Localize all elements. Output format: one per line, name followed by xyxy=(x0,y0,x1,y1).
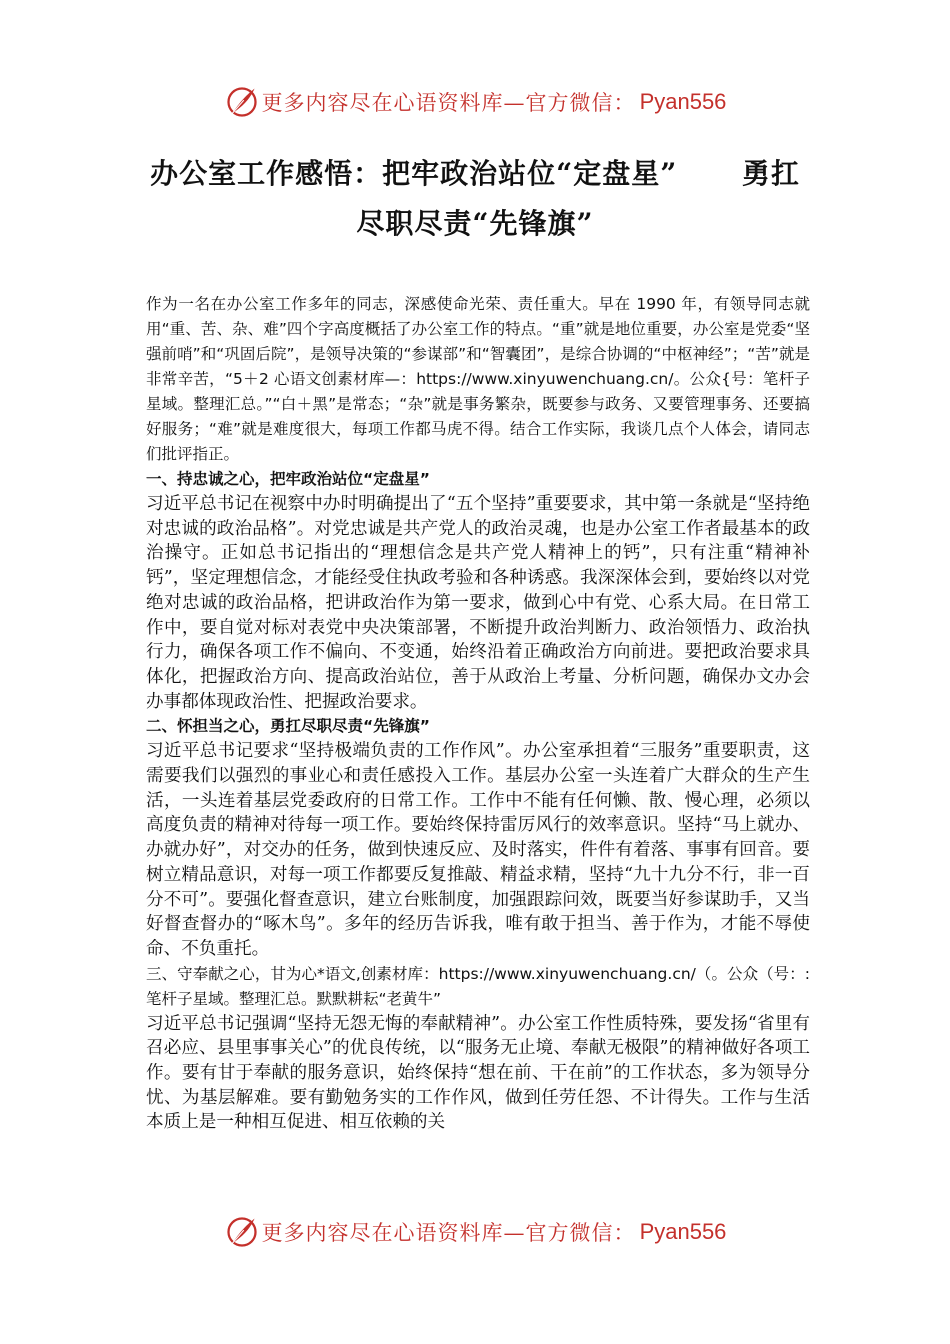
section-3-paragraph: 习近平总书记强调“坚持无怨无悔的奉献精神”。办公室工作性质特殊，要发扬“省里有召必应、县里事事关心”的优良传统，以“服务无止境、奉献无极限”的精神做好各项工作。要有甘于奉献的服务意识，始终保持“想在前、干在前”的工作状态，多为领导分忧、为基层解难。要有勤勉务实的工作作风，做到任劳任怨、不计得失。工作与生活本质上是一种相互促进、相互依赖的关 xyxy=(146,1013,810,1133)
document-body xyxy=(146,292,810,1135)
intro-paragraph: 作为一名在办公室工作多年的同志，深感使命光荣、责任重大。早在 1990 年，有领导同志就用“重、苦、杂、难”四个字高度概括了办公室工作的特点。“重”就是地位重要，办公室是党委“坚强前哨”和“巩固后院”，是领导决策的“参谋部”和“智囊团”，是综合协调的“中枢神经”；“苦”就是非常辛苦，“5＋2 心语文创素材库—：https://www.xinyuwenchuang.cn/。公众{号：笔杆子星域。整理汇总。”“白＋黑”是常态；“杂”就是事务繁杂，既要参与政务、又要管理事务、还要搞好服务；“难”就是难度很大，每项工作都马虎不得。结合工作实际，我谈几点个人体会，请同志们批评指正。 xyxy=(146,295,810,463)
banner-wechat-id: Pyan556 xyxy=(639,1219,727,1244)
section-3-heading: 三、守奉献之心，甘为心*语文,创素材库：https://www.xinyuwenchuang.cn/（。公众（号：:笔杆子星域。整理汇总。默默耕耘“老黄牛” xyxy=(146,964,810,1008)
header-banner[interactable] xyxy=(0,80,950,124)
feather-pen-logo-icon xyxy=(224,1214,260,1250)
feather-pen-logo-icon xyxy=(224,84,260,120)
banner-text: 更多内容尽在心语资料库—官方微信： xyxy=(261,91,636,115)
banner-text: 更多内容尽在心语资料库—官方微信： xyxy=(261,1221,636,1245)
footer-banner[interactable] xyxy=(0,1210,950,1254)
section-2-paragraph: 习近平总书记要求“坚持极端负责的工作作风”。办公室承担着“三服务”重要职责，这需要我们以强烈的事业心和责任感投入工作。基层办公室一头连着广大群众的生产生活，一头连着基层党委政府的日常工作。工作中不能有任何懒、散、慢心理，必须以高度负责的精神对待每一项工作。要始终保持雷厉风行的效率意识。坚持“马上就办、办就办好”，对交办的任务，做到快速反应、及时落实，件件有着落、事事有回音。要树立精品意识，对每一项工作都要反复推敲、精益求精，坚持“九十九分不行，非一百分不可”。要强化督查意识，建立台账制度，加强跟踪问效，既要当好参谋助手，又当好督查督办的“啄木鸟”。多年的经历告诉我，唯有敢于担当、善于作为，才能不辱使命、不负重托。 xyxy=(146,741,810,959)
section-1-paragraph: 习近平总书记在视察中办时明确提出了“五个坚持”重要要求，其中第一条就是“坚持绝对忠诚的政治品格”。对党忠诚是共产党人的政治灵魂，也是办公室工作者最基本的政治操守。正如总书记指出的“理想信念是共产党人精神上的钙”，只有注重“精神补钙”，坚定理想信念，才能经受住执政考验和各种诱惑。我深深体会到，要始终以对党绝对忠诚的政治品格，把讲政治作为第一要求，做到心中有党、心系大局。在日常工作中，要自觉对标对表党中央决策部署，不断提升政治判断力、政治领悟力、政治执行力，确保各项工作不偏向、不变通，始终沿着正确政治方向前进。要把政治要求具体化，把握政治方向、提高政治站位，善于从政治上考量、分析问题，确保办文办会办事都体现政治性、把握政治要求。 xyxy=(146,494,810,712)
document-title-line-1: 办公室工作感悟：把牢政治站位“定盘星” 勇扛 xyxy=(150,157,800,190)
banner-wechat-id: Pyan556 xyxy=(639,89,727,114)
document-title-line-2: 尽职尽责“先锋旗” xyxy=(356,207,594,240)
section-2-heading: 二、怀担当之心，勇扛尽职尽责“先锋旗” xyxy=(146,717,430,736)
section-1-heading: 一、持忠诚之心，把牢政治站位“定盘星” xyxy=(146,470,430,488)
